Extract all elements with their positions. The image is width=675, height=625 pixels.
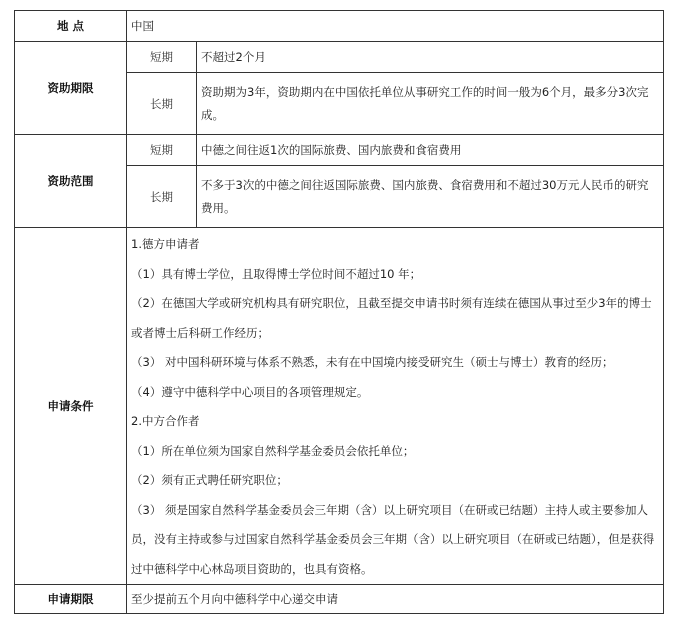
funding-scope-short-row	[15, 135, 664, 166]
location-value: 中国	[127, 11, 664, 42]
program-info-table-wrapper	[14, 10, 664, 614]
funding-scope-short-label: 短期	[127, 135, 197, 166]
application-period-value: 至少提前五个月向中德科学中心递交申请	[127, 585, 664, 614]
condition-item: （4）遵守中德科学中心项目的各项管理规定。	[131, 384, 369, 399]
application-period-row	[15, 585, 664, 614]
location-row	[15, 11, 664, 42]
conditions-row	[15, 228, 664, 585]
condition-item: （3） 对中国科研环境与体系不熟悉，未有在中国境内接受研究生（硕士与博士）教育的经历；	[131, 355, 614, 369]
funding-scope-header: 资助范围	[15, 135, 127, 228]
funding-period-long-label: 长期	[127, 73, 197, 135]
program-info-table	[14, 10, 664, 614]
condition-item: （1）所在单位须为国家自然科学基金委员会依托单位；	[131, 443, 415, 458]
condition-item: （2）须有正式聘任研究职位；	[131, 473, 288, 487]
location-header: 地 点	[15, 11, 127, 42]
condition-item: （1）具有博士学位，且取得博士学位时间不超过10 年；	[131, 266, 422, 281]
funding-scope-long-value: 不多于3次的中德之间往返国际旅费、国内旅费、食宿费用和不超过30万元人民币的研究费用。	[197, 166, 664, 228]
application-period-header: 申请期限	[15, 585, 127, 614]
funding-scope-long-label: 长期	[127, 166, 197, 228]
condition-item: 1.德方申请者	[131, 237, 200, 251]
funding-scope-short-value: 中德之间往返1次的国际旅费、国内旅费和食宿费用	[197, 135, 664, 166]
funding-period-header: 资助期限	[15, 42, 127, 135]
funding-period-short-row	[15, 42, 664, 73]
condition-item: （2）在德国大学或研究机构具有研究职位，且截至提交申请书时须有连续在德国从事过至少3年的博士或者博士后科研工作经历；	[131, 296, 652, 340]
funding-period-long-value: 资助期为3年，资助期内在中国依托单位从事研究工作的时间一般为6个月，最多分3次完成。	[197, 73, 664, 135]
funding-period-short-label: 短期	[127, 42, 197, 73]
funding-period-short-value: 不超过2个月	[197, 42, 664, 73]
condition-item: 2.中方合作者	[131, 414, 200, 428]
conditions-header: 申请条件	[15, 228, 127, 585]
conditions-body	[127, 228, 664, 585]
condition-item: （3） 须是国家自然科学基金委员会三年期（含）以上研究项目（在研或已结题）主持人或主要参加人员，没有主持或参与过国家自然科学基金委员会三年期（含）以上研究项目（在研或已结题），但是获得过中德科学中心林岛项目资助的，也具有资格。	[131, 502, 655, 576]
